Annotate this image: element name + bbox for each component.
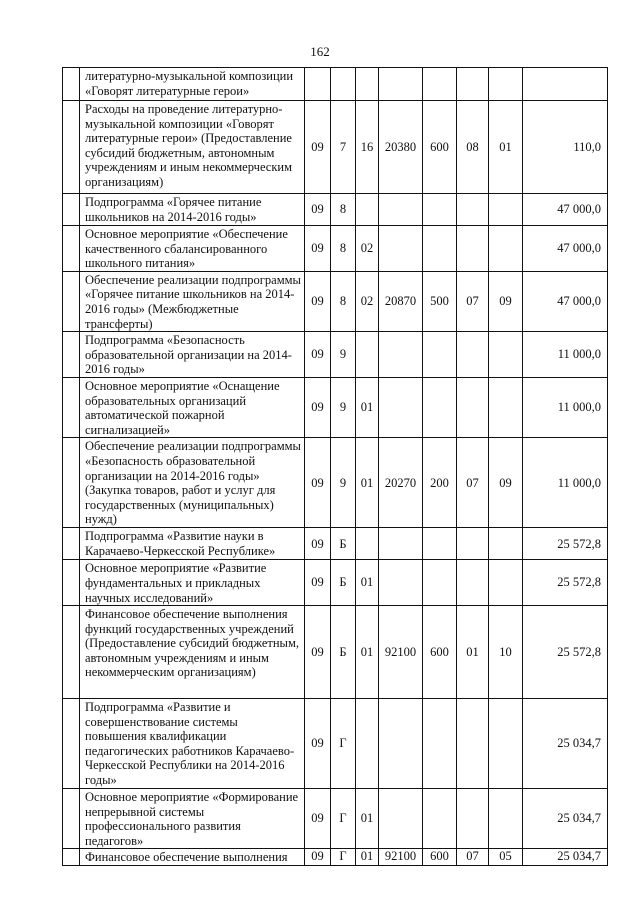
table-row	[63, 377, 608, 437]
code-subsection-1: 07	[457, 438, 489, 528]
table-row	[63, 68, 608, 101]
code-subsection-1	[457, 226, 489, 272]
code-subsection-2	[489, 560, 523, 606]
code-measure	[356, 699, 379, 789]
code-subsection-1: 01	[457, 606, 489, 699]
code-section: 09	[305, 377, 331, 437]
blank-cell	[63, 377, 80, 437]
row-description: литературно-музыкальной композиции «Говорят литературные герои»	[80, 68, 305, 101]
code-expense-type: 200	[423, 438, 457, 528]
code-direction	[379, 560, 423, 606]
code-expense-type	[423, 68, 457, 101]
row-description: Подпрограмма «Безопасность образовательной организации на 2014-2016 годы»	[80, 332, 305, 378]
code-program: 9	[331, 438, 356, 528]
code-direction	[379, 699, 423, 789]
row-amount: 25 572,8	[523, 528, 608, 560]
row-description: Обеспечение реализации подпрограммы «Горячее питание школьников на 2014-2016 годы» (Межбюджетные трансферты)	[80, 271, 305, 331]
code-section: 09	[305, 849, 331, 866]
code-program: 8	[331, 194, 356, 226]
row-description: Финансовое обеспечение выполнения	[80, 849, 305, 866]
code-program	[331, 68, 356, 101]
code-program: 8	[331, 271, 356, 331]
code-section: 09	[305, 226, 331, 272]
code-expense-type	[423, 377, 457, 437]
code-measure: 16	[356, 101, 379, 194]
code-measure	[356, 194, 379, 226]
code-program: Б	[331, 528, 356, 560]
code-measure: 02	[356, 271, 379, 331]
code-subsection-2	[489, 68, 523, 101]
row-amount: 25 034,7	[523, 789, 608, 849]
code-section: 09	[305, 101, 331, 194]
code-direction	[379, 194, 423, 226]
code-section: 09	[305, 194, 331, 226]
table-row	[63, 849, 608, 866]
blank-cell	[63, 789, 80, 849]
table-row	[63, 560, 608, 606]
row-description: Основное мероприятие «Обеспечение качественного сбалансированного школьного питания»	[80, 226, 305, 272]
blank-cell	[63, 606, 80, 699]
row-amount: 11 000,0	[523, 438, 608, 528]
code-subsection-2	[489, 528, 523, 560]
code-expense-type	[423, 332, 457, 378]
code-section: 09	[305, 699, 331, 789]
code-direction: 20870	[379, 271, 423, 331]
code-measure: 01	[356, 377, 379, 437]
code-subsection-2: 09	[489, 438, 523, 528]
table-row	[63, 528, 608, 560]
code-expense-type: 600	[423, 606, 457, 699]
code-direction	[379, 332, 423, 378]
row-amount: 25 572,8	[523, 560, 608, 606]
code-subsection-2: 05	[489, 849, 523, 866]
code-subsection-1	[457, 560, 489, 606]
code-expense-type	[423, 194, 457, 226]
row-description: Подпрограмма «Развитие и совершенствование системы повышения квалификации педагогических работников Карачаево-Черкесской Республики на 2014-2016 годы»	[80, 699, 305, 789]
code-program: Г	[331, 849, 356, 866]
code-section	[305, 68, 331, 101]
blank-cell	[63, 438, 80, 528]
code-subsection-2	[489, 332, 523, 378]
code-program: 9	[331, 332, 356, 378]
row-amount: 11 000,0	[523, 377, 608, 437]
code-subsection-1	[457, 789, 489, 849]
code-subsection-1	[457, 68, 489, 101]
row-description: Подпрограмма «Развитие науки в Карачаево-Черкесской Республике»	[80, 528, 305, 560]
code-expense-type: 600	[423, 101, 457, 194]
blank-cell	[63, 332, 80, 378]
table-row	[63, 271, 608, 331]
blank-cell	[63, 226, 80, 272]
table-row	[63, 606, 608, 699]
table-row	[63, 101, 608, 194]
blank-cell	[63, 699, 80, 789]
blank-cell	[63, 194, 80, 226]
code-direction: 92100	[379, 849, 423, 866]
budget-table	[62, 67, 608, 866]
code-subsection-2: 01	[489, 101, 523, 194]
table-row	[63, 699, 608, 789]
code-direction: 20270	[379, 438, 423, 528]
code-section: 09	[305, 332, 331, 378]
row-description: Расходы на проведение литературно-музыкальной композиции «Говорят литературные герои» (Предоставление субсидий бюджетным, автономным учреждениям и иным некоммерческим организациям)	[80, 101, 305, 194]
code-program: Г	[331, 789, 356, 849]
code-program: 7	[331, 101, 356, 194]
code-direction: 92100	[379, 606, 423, 699]
row-description: Финансовое обеспечение выполнения функций государственных учреждений (Предоставление субсидий бюджетным, автономным учреждениям и иным некоммерческим организациям)	[80, 606, 305, 699]
code-subsection-1	[457, 377, 489, 437]
code-subsection-1: 08	[457, 101, 489, 194]
row-amount: 47 000,0	[523, 271, 608, 331]
code-measure	[356, 528, 379, 560]
code-expense-type	[423, 528, 457, 560]
code-subsection-2	[489, 194, 523, 226]
code-expense-type	[423, 699, 457, 789]
code-measure: 02	[356, 226, 379, 272]
code-subsection-1	[457, 528, 489, 560]
table-row	[63, 789, 608, 849]
code-direction	[379, 789, 423, 849]
code-direction	[379, 68, 423, 101]
code-expense-type: 600	[423, 849, 457, 866]
code-subsection-2: 09	[489, 271, 523, 331]
code-program: Г	[331, 699, 356, 789]
row-amount: 110,0	[523, 101, 608, 194]
code-direction	[379, 528, 423, 560]
code-section: 09	[305, 789, 331, 849]
table-row	[63, 332, 608, 378]
table-row	[63, 438, 608, 528]
code-expense-type: 500	[423, 271, 457, 331]
blank-cell	[63, 101, 80, 194]
code-subsection-1: 07	[457, 271, 489, 331]
code-measure	[356, 332, 379, 378]
blank-cell	[63, 560, 80, 606]
code-measure: 01	[356, 560, 379, 606]
row-amount: 11 000,0	[523, 332, 608, 378]
code-section: 09	[305, 528, 331, 560]
code-section: 09	[305, 271, 331, 331]
code-subsection-2	[489, 377, 523, 437]
code-measure: 01	[356, 606, 379, 699]
code-program: Б	[331, 560, 356, 606]
blank-cell	[63, 849, 80, 866]
row-amount: 25 572,8	[523, 606, 608, 699]
code-direction	[379, 226, 423, 272]
row-description: Основное мероприятие «Развитие фундаментальных и прикладных научных исследований»	[80, 560, 305, 606]
row-amount: 25 034,7	[523, 699, 608, 789]
code-subsection-2: 10	[489, 606, 523, 699]
row-description: Подпрограмма «Горячее питание школьников на 2014-2016 годы»	[80, 194, 305, 226]
blank-cell	[63, 68, 80, 101]
code-direction: 20380	[379, 101, 423, 194]
code-subsection-2	[489, 226, 523, 272]
row-amount: 47 000,0	[523, 226, 608, 272]
code-section: 09	[305, 560, 331, 606]
page-number: 162	[310, 44, 330, 59]
code-measure: 01	[356, 789, 379, 849]
row-amount	[523, 68, 608, 101]
code-expense-type	[423, 560, 457, 606]
row-amount: 47 000,0	[523, 194, 608, 226]
blank-cell	[63, 271, 80, 331]
code-direction	[379, 377, 423, 437]
code-subsection-2	[489, 789, 523, 849]
table-row	[63, 194, 608, 226]
code-measure: 01	[356, 849, 379, 866]
table-row	[63, 226, 608, 272]
code-subsection-1	[457, 194, 489, 226]
row-description: Основное мероприятие «Формирование непрерывной системы профессионального развития педагогов»	[80, 789, 305, 849]
code-measure	[356, 68, 379, 101]
code-program: 9	[331, 377, 356, 437]
code-expense-type	[423, 789, 457, 849]
code-expense-type	[423, 226, 457, 272]
code-section: 09	[305, 606, 331, 699]
code-subsection-1	[457, 699, 489, 789]
code-program: Б	[331, 606, 356, 699]
code-program: 8	[331, 226, 356, 272]
row-amount: 25 034,7	[523, 849, 608, 866]
blank-cell	[63, 528, 80, 560]
code-measure: 01	[356, 438, 379, 528]
row-description: Основное мероприятие «Оснащение образовательных организаций автоматической пожарной сигнализацией»	[80, 377, 305, 437]
code-section: 09	[305, 438, 331, 528]
code-subsection-2	[489, 699, 523, 789]
row-description: Обеспечение реализации подпрограммы «Безопасность образовательной организации на 2014-2016 годы» (Закупка товаров, работ и услуг для государственных (муниципальных) нужд)	[80, 438, 305, 528]
code-subsection-1: 07	[457, 849, 489, 866]
code-subsection-1	[457, 332, 489, 378]
